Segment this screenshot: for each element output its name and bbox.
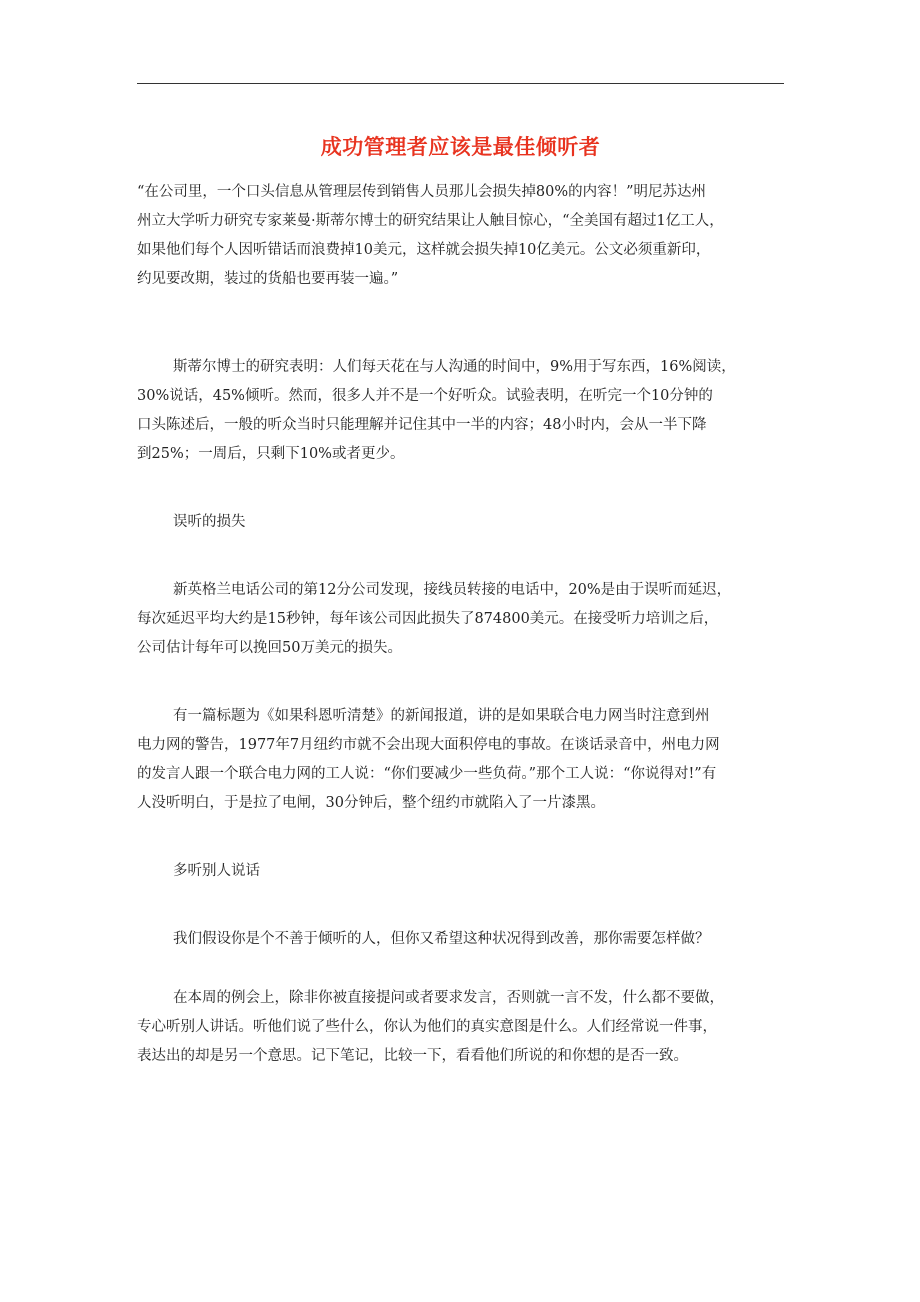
- section-heading-mishearing-loss: 误听的损失: [173, 514, 246, 530]
- paragraph-weekly-meeting: 在本周的例会上，除非你被直接提问或者要求发言，否则就一言不发，什么都不要做， 专心听别人讲话。听他们说了些什么，你认为他们的真实意图是什么。人们经常说一件事， 表达出的却是另一个意思。记下笔记，比较一下，看看他们所说的和你想的是否一致。: [137, 990, 724, 1064]
- document-title: 成功管理者应该是最佳倾听者: [320, 134, 601, 159]
- document-body: [137, 178, 797, 1071]
- section-heading-listen-more: 多听别人说话: [173, 863, 260, 879]
- header-rule: [137, 83, 784, 84]
- paragraph-research-findings: 斯蒂尔博士的研究表明：人们每天花在与人沟通的时间中，9%用于写东西，16%阅读， 30%说话，45%倾听。然而，很多人并不是一个好听众。试验表明，在听完一个10分钟的 口头陈述后，一般的听众当时只能理解并记住其中一半的内容；48小时内，会从一半下降 到25%；一周后，只剩下10%或者更少。: [137, 359, 736, 462]
- paragraph-intro-quote: “在公司里，一个口头信息从管理层传到销售人员那儿会损失掉80%的内容！”明尼苏达州 州立大学听力研究专家莱曼·斯蒂尔博士的研究结果让人触目惊心，“全美国有超过1亿工人， 如果他们每个人因听错话而浪费掉10美元，这样就会损失掉10亿美元。公文必须重新印， 约见要改期，装过的货船也要再装一遍。”: [137, 184, 724, 287]
- paragraph-improve-listening: 我们假设你是个不善于倾听的人，但你又希望这种状况得到改善，那你需要怎样做？: [173, 931, 710, 947]
- paragraph-telephone-company: 新英格兰电话公司的第12分公司发现，接线员转接的电话中，20%是由于误听而延迟， 每次延迟平均大约是15秒钟，每年该公司因此损失了874800美元。在接受听力培训之后， 公司估计每年可以挽回50万美元的损失。: [137, 582, 732, 656]
- paragraph-blackout-story: 有一篇标题为《如果科恩听清楚》的新闻报道，讲的是如果联合电力网当时注意到州 电力网的警告，1977年7月纽约市就不会出现大面积停电的事故。在谈话录音中，州电力网 的发言人跟一个联合电力网的工人说：“你们要减少一些负荷。”那个工人说：“你说得对!”有 人没听明白，于是拉了电闸，30分钟后，整个纽约市就陷入了一片漆黑。: [137, 708, 720, 811]
